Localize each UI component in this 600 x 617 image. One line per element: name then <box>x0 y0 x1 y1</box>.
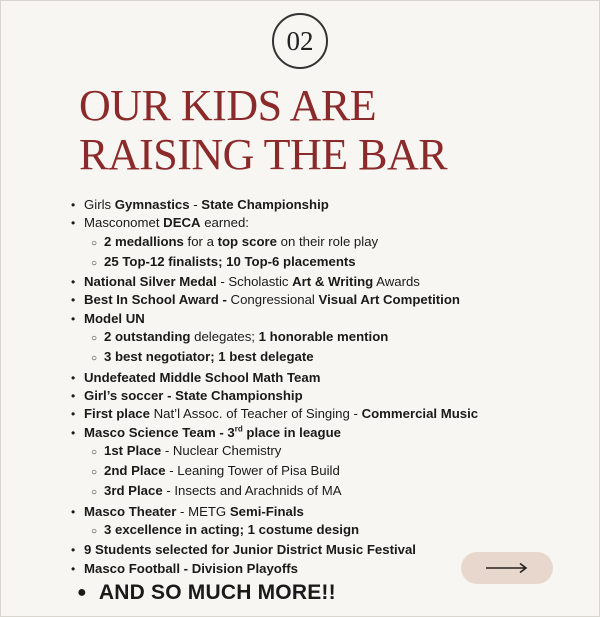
list-item-text <box>104 348 314 366</box>
list-item-text <box>84 424 341 442</box>
text-run: Girl’s soccer - State Championship <box>84 387 303 403</box>
text-run: - Insects and Arachnids of MA <box>162 483 342 499</box>
sub-bullet-icon: ○ <box>91 353 98 365</box>
text-run: place in league <box>242 424 341 440</box>
list-item-text <box>84 310 145 328</box>
sub-list-item <box>71 328 591 348</box>
section-number-badge <box>272 13 328 69</box>
text-run: 3 best negotiator; 1 best delegate <box>104 349 314 365</box>
list-item-text <box>84 541 416 559</box>
bullet-icon: • <box>71 425 76 440</box>
text-run: Awards <box>373 274 420 290</box>
section-number: 02 <box>286 25 314 56</box>
sub-list-item <box>71 462 591 482</box>
sub-list-item <box>71 233 591 253</box>
list-item <box>71 291 591 309</box>
list-item-text <box>84 405 478 423</box>
bullet-icon: • <box>71 561 76 576</box>
bullet-icon: • <box>71 293 76 308</box>
text-run: - METG <box>176 503 230 519</box>
sub-bullet-icon: ○ <box>91 237 98 249</box>
list-item-text <box>104 328 388 346</box>
sub-list-item <box>71 442 591 462</box>
bullet-icon: • <box>71 504 76 519</box>
text-run: 1st Place <box>104 442 162 458</box>
list-item-text <box>84 273 420 291</box>
sub-bullet-icon: ○ <box>91 526 98 538</box>
text-run: 3 excellence in acting; 1 costume design <box>104 522 360 538</box>
sub-list-item <box>71 253 591 273</box>
sub-list-item <box>71 521 591 541</box>
text-run: DECA <box>163 215 201 231</box>
text-run: Girls <box>84 197 115 212</box>
text-run: Art & Writing <box>292 274 374 290</box>
bullet-icon: • <box>71 275 76 290</box>
so-much-more-line <box>77 581 336 605</box>
sub-bullet-icon: ○ <box>91 467 98 479</box>
text-run: 25 Top-12 finalists; 10 Top-6 placements <box>104 253 356 269</box>
text-run: - Nuclear Chemistry <box>161 442 282 458</box>
text-run: - Leaning Tower of Pisa Build <box>165 463 340 479</box>
text-run: Gymnastics <box>114 197 190 212</box>
text-run: Congressional <box>226 292 319 308</box>
list-item <box>71 369 591 387</box>
list-item-text <box>104 253 356 271</box>
text-run: Masco Theater <box>84 503 177 519</box>
text-run: - <box>189 197 202 212</box>
bullet-icon: • <box>71 216 76 231</box>
list-item-text <box>104 442 281 460</box>
sub-bullet-icon: ○ <box>91 257 98 269</box>
sub-bullet-icon: ○ <box>91 446 98 458</box>
bullet-icon: • <box>71 388 76 403</box>
text-run: Masco Football - Division Playoffs <box>84 560 298 576</box>
text-run: National Silver Medal <box>84 274 217 290</box>
list-item <box>71 424 591 442</box>
text-run: Model UN <box>84 310 145 326</box>
bullet-icon: • <box>71 198 76 212</box>
list-item-text <box>84 291 460 309</box>
list-item <box>71 405 591 423</box>
text-run: Visual Art Competition <box>318 292 460 308</box>
text-run: for a <box>183 233 218 249</box>
text-run: Best In School Award - <box>84 292 227 308</box>
text-run: Commercial Music <box>361 406 479 422</box>
list-item <box>71 196 591 214</box>
text-run: Semi-Finals <box>229 503 304 519</box>
sub-list-item <box>71 482 591 502</box>
text-run: Undefeated Middle School Math Team <box>84 369 321 385</box>
list-item-text <box>104 462 340 480</box>
text-run: rd <box>234 424 243 434</box>
title-line-2: RAISING THE BAR <box>79 130 448 179</box>
bullet-icon: • <box>71 311 76 326</box>
text-run: delegates; <box>190 329 259 345</box>
sub-bullet-icon: ○ <box>91 487 98 499</box>
text-run: top score <box>217 233 277 249</box>
list-item-text <box>84 196 329 214</box>
sub-bullet-icon: ○ <box>91 333 98 345</box>
text-run: 2 medallions <box>104 233 184 249</box>
page-title <box>79 81 579 179</box>
text-run: on their role play <box>276 233 379 249</box>
text-run: - Scholastic <box>216 274 293 290</box>
bullet-icon: • <box>71 370 76 385</box>
list-item-text <box>84 560 298 578</box>
bullet-icon: • <box>71 543 76 558</box>
achievements-list <box>71 196 591 578</box>
list-item <box>71 310 591 328</box>
so-much-more-text: AND SO MUCH MORE!! <box>98 581 336 604</box>
list-item <box>71 503 591 521</box>
list-item <box>71 273 591 291</box>
list-item-text <box>104 482 342 500</box>
text-run: 3rd Place <box>104 483 163 499</box>
list-item-text <box>104 521 359 539</box>
text-run: 1 honorable mention <box>258 329 389 345</box>
sub-list-item <box>71 348 591 368</box>
bullet-icon: ● <box>77 584 87 601</box>
arrow-right-icon <box>485 562 529 574</box>
title-line-1: OUR KIDS ARE <box>79 81 377 130</box>
list-item-text <box>84 387 303 405</box>
text-run: First place <box>84 406 150 422</box>
text-run: 2 outstanding <box>104 329 191 345</box>
next-arrow-button[interactable] <box>461 552 553 584</box>
bullet-icon: • <box>71 407 76 422</box>
text-run: Masconomet <box>84 215 164 231</box>
list-item <box>71 214 591 232</box>
list-item-text <box>84 369 320 387</box>
list-item-text <box>104 233 378 251</box>
text-run: earned: <box>200 215 249 231</box>
list-item-text <box>84 503 304 521</box>
text-run: Nat’l Assoc. of Teacher of Singing - <box>149 406 362 422</box>
list-item-text <box>84 214 249 232</box>
text-run: Masco Science Team - 3 <box>84 424 235 440</box>
text-run: 2nd Place <box>104 463 166 479</box>
text-run: 9 Students selected for Junior District Music Festival <box>84 542 416 558</box>
text-run: State Championship <box>201 197 329 212</box>
list-item <box>71 387 591 405</box>
